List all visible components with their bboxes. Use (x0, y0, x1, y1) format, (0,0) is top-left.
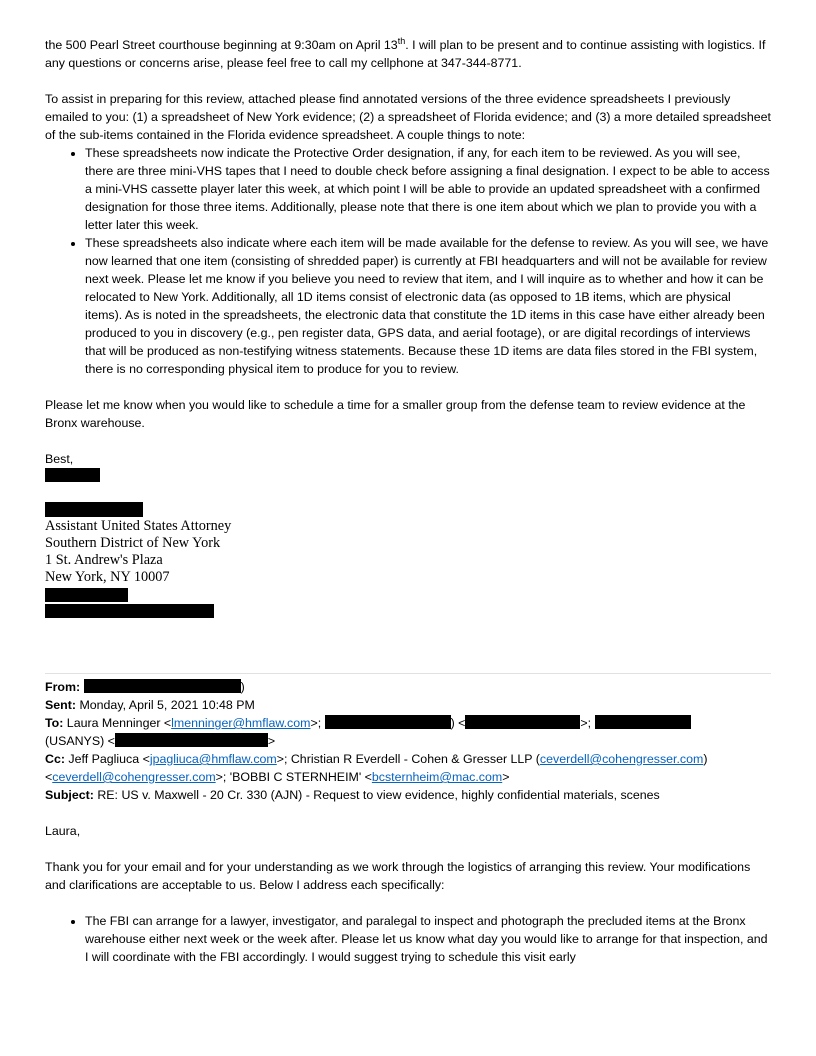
list-item: • These spreadsheets now indicate the Protective Order designation, if any, for each item to be reviewed. As you will see, there are three mini-VHS tapes that I need to double check before assigning a final designation. I expect to be able to access a mini-VHS cassette player later this week, at which point I will be able to provide an updated spreadsheet with a confirmed designation for those three items. Additionally, please note that there is one item about which we plan to provide you with a letter later this week. (85, 144, 771, 234)
signature-title: Assistant United States Attorney (45, 518, 232, 534)
email-header (45, 678, 771, 804)
signature-block (45, 502, 771, 618)
email-link[interactable]: ceverdell@cohengresser.com (52, 770, 216, 784)
redaction-name (45, 468, 100, 482)
redaction-email (45, 604, 214, 618)
to-line: To: Laura Menninger <lmenninger@hmflaw.com>; ) < >; (USANYS) < > (45, 714, 771, 750)
reply-paragraph: Thank you for your email and for your understanding as we work through the logistics of arranging this review. Your modifications and clarifications are acceptable to us. Below I address each specifically: (45, 860, 751, 892)
salutation: Laura, (45, 824, 81, 838)
intro-paragraph: the 500 Pearl Street courthouse beginning at 9:30am on April 13th. I will plan to be present and to continue assisting with logistics. If any questions or concerns arise, please feel free to call my cellphone at 347-344-8771. (45, 36, 766, 70)
redaction-recipient (595, 715, 691, 729)
closing: Best, (45, 452, 74, 466)
signature-city: New York, NY 10007 (45, 569, 170, 585)
document-page (45, 36, 771, 966)
email-link[interactable]: ceverdell@cohengresser.com (539, 752, 704, 766)
cc-line: Cc: Jeff Pagliuca <jpagliuca@hmflaw.com>; Christian R Everdell - Cohen & Gresser LLP (ceverdell@cohengresser.com) <ceverdell@cohengresser.com>; 'BOBBI C STERNHEIM' <bcsternheim@mac.com> (45, 752, 708, 784)
redaction-recipient (325, 715, 451, 729)
signature-street: 1 St. Andrew's Plaza (45, 552, 163, 568)
spreadsheets-paragraph: To assist in preparing for this review, attached please find annotated versions of the three evidence spreadsheets I previously emailed to you: (1) a spreadsheet of New York evidence; (2) a spreadsheet of Florida evidence; and (3) a more detailed spreadsheet of the sub-items contained in the Florida evidence spreadsheet. A couple things to note: (45, 92, 771, 142)
redaction-from (84, 679, 241, 693)
divider (45, 673, 771, 674)
email-link[interactable]: lmenninger@hmflaw.com (171, 716, 311, 730)
redaction-recipient-email (115, 733, 268, 747)
signature-office: Southern District of New York (45, 535, 221, 551)
schedule-paragraph: Please let me know when you would like to schedule a time for a smaller group from the defense team to review evidence at the Bronx warehouse. (45, 398, 746, 430)
sent-line: Sent: Monday, April 5, 2021 10:48 PM (45, 698, 255, 712)
response-list (45, 912, 771, 966)
email-link[interactable]: jpagliuca@hmflaw.com (149, 752, 277, 766)
from-line: From: ) (45, 680, 245, 694)
redaction-phone (45, 588, 128, 602)
redaction-signature-name (45, 502, 143, 517)
notes-list (45, 144, 771, 378)
list-item: • These spreadsheets also indicate where each item will be made available for the defense to review. As you will see, we have now learned that one item (consisting of shredded paper) is currently at FBI headquarters and will not be available for review next week. Please let me know if you believe you need to review that item, and I will inquire as to whether and how it can be relocated to New York. Additionally, all 1D items consist of electronic data (as opposed to 1B items, which are physical items). As is noted in the spreadsheets, the electronic data that constitute the 1D items in this case have either already been produced to you in discovery (e.g., pen register data, GPS data, and aerial footage), or are digital recordings of interviews that will be produced as non-testifying witness statements. Because these 1D items are data files stored in the FBI system, there is no corresponding physical item to produce for you to review. (85, 234, 771, 378)
subject-line: Subject: RE: US v. Maxwell - 20 Cr. 330 (AJN) - Request to view evidence, highly confidential materials, scenes (45, 788, 660, 802)
redaction-recipient-email (465, 715, 580, 729)
email-link[interactable]: bcsternheim@mac.com (371, 770, 503, 784)
list-item: • The FBI can arrange for a lawyer, investigator, and paralegal to inspect and photograph the precluded items at the Bronx warehouse either next week or the week after. Please let us know what day you would like to arrange for that inspection, and I will coordinate with the FBI accordingly. I would suggest trying to schedule this visit early (85, 912, 771, 966)
